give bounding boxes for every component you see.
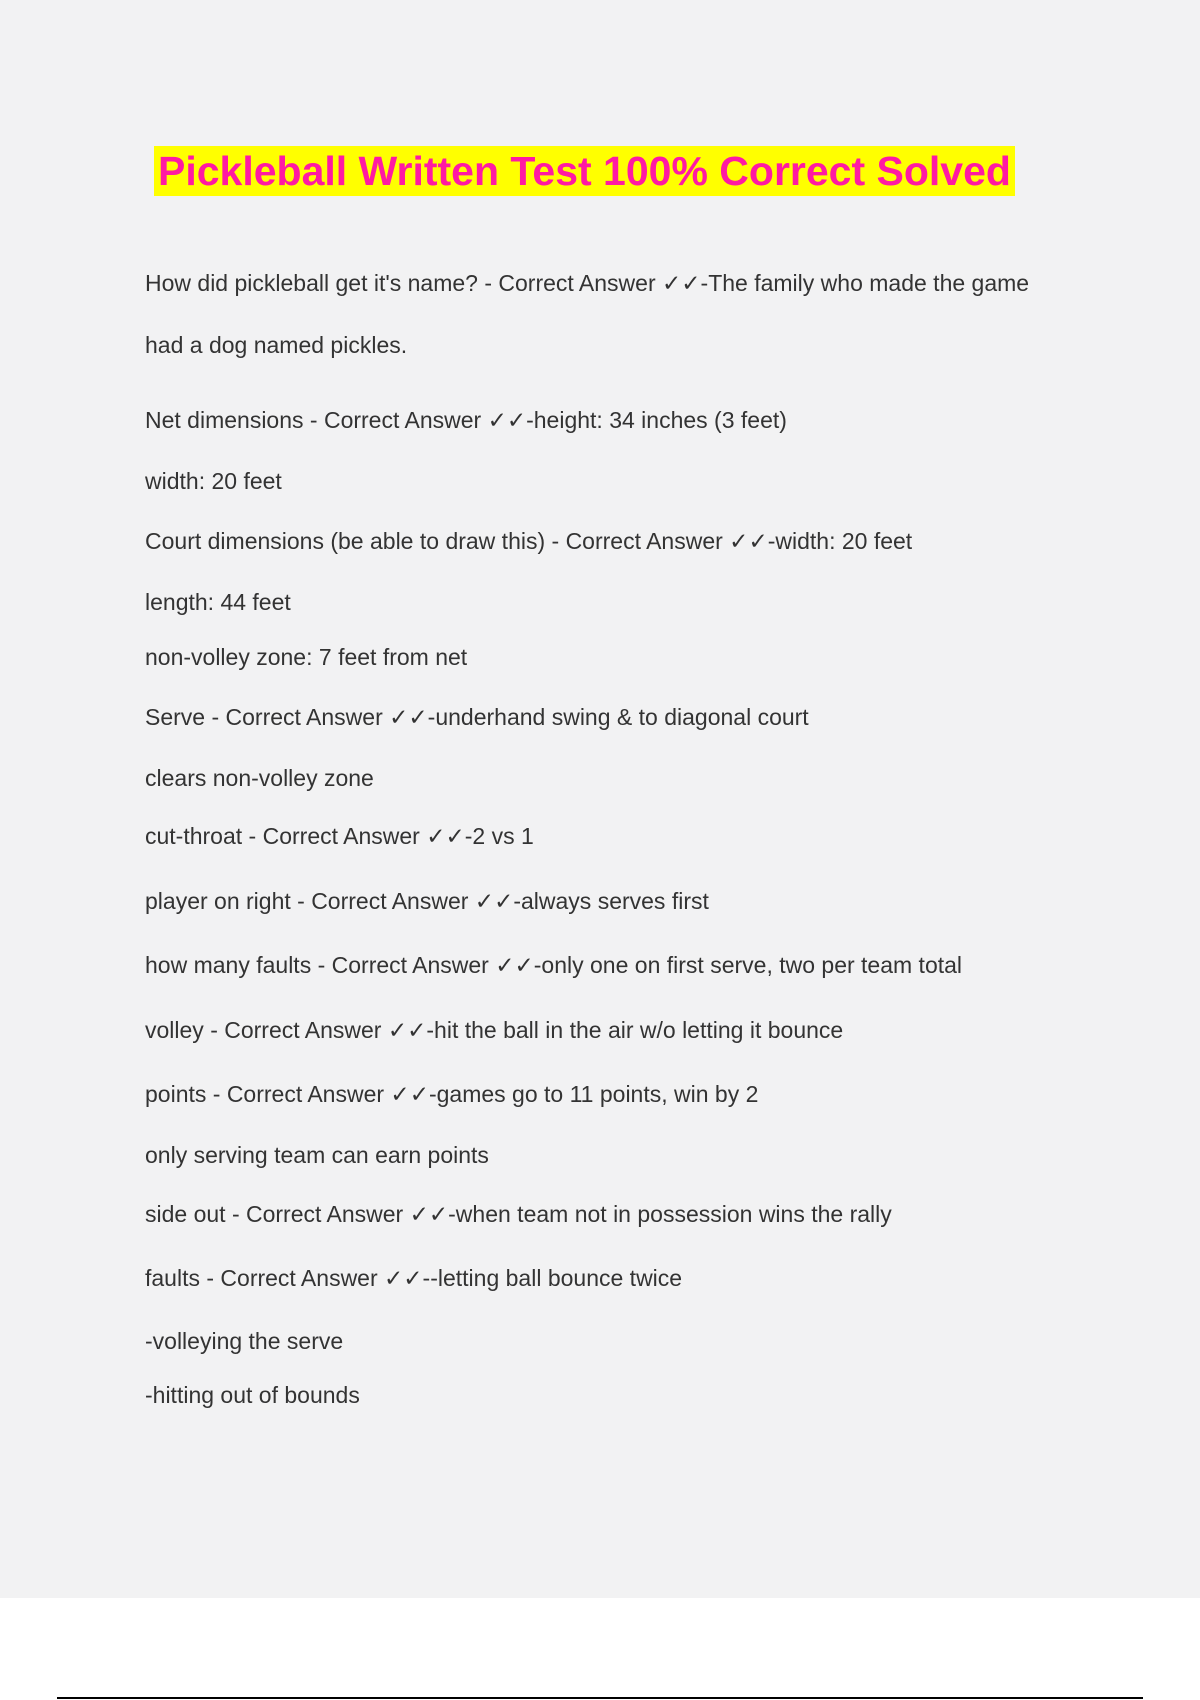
text-line: -volleying the serve [145, 1328, 344, 1354]
text-line: player on right - Correct Answer ✓✓-always serves first [145, 888, 709, 914]
text-line: only serving team can earn points [145, 1142, 489, 1168]
text-line: How did pickleball get it's name? - Correct Answer ✓✓-The family who made the game [145, 270, 1030, 296]
text-line: width: 20 feet [145, 468, 282, 494]
bottom-divider [57, 1697, 1143, 1699]
text-line: Net dimensions - Correct Answer ✓✓-height: 34 inches (3 feet) [145, 407, 787, 433]
text-line: cut-throat - Correct Answer ✓✓-2 vs 1 [145, 823, 534, 849]
document-title: Pickleball Written Test 100% Correct Solved [154, 146, 1015, 196]
text-line: faults - Correct Answer ✓✓--letting ball bounce twice [145, 1265, 683, 1291]
text-line: how many faults - Correct Answer ✓✓-only one on first serve, two per team total [145, 952, 963, 978]
text-line: points - Correct Answer ✓✓-games go to 11 points, win by 2 [145, 1081, 759, 1107]
text-line: non-volley zone: 7 feet from net [145, 644, 468, 670]
text-line: volley - Correct Answer ✓✓-hit the ball in the air w/o letting it bounce [145, 1017, 844, 1043]
text-line: Serve - Correct Answer ✓✓-underhand swing & to diagonal court [145, 704, 809, 730]
text-line: -hitting out of bounds [145, 1382, 360, 1408]
text-line: clears non-volley zone [145, 765, 374, 791]
text-line: Court dimensions (be able to draw this) - Correct Answer ✓✓-width: 20 feet [145, 528, 913, 554]
text-line: side out - Correct Answer ✓✓-when team not in possession wins the rally [145, 1201, 892, 1227]
text-line: length: 44 feet [145, 589, 291, 615]
text-line: had a dog named pickles. [145, 332, 408, 358]
